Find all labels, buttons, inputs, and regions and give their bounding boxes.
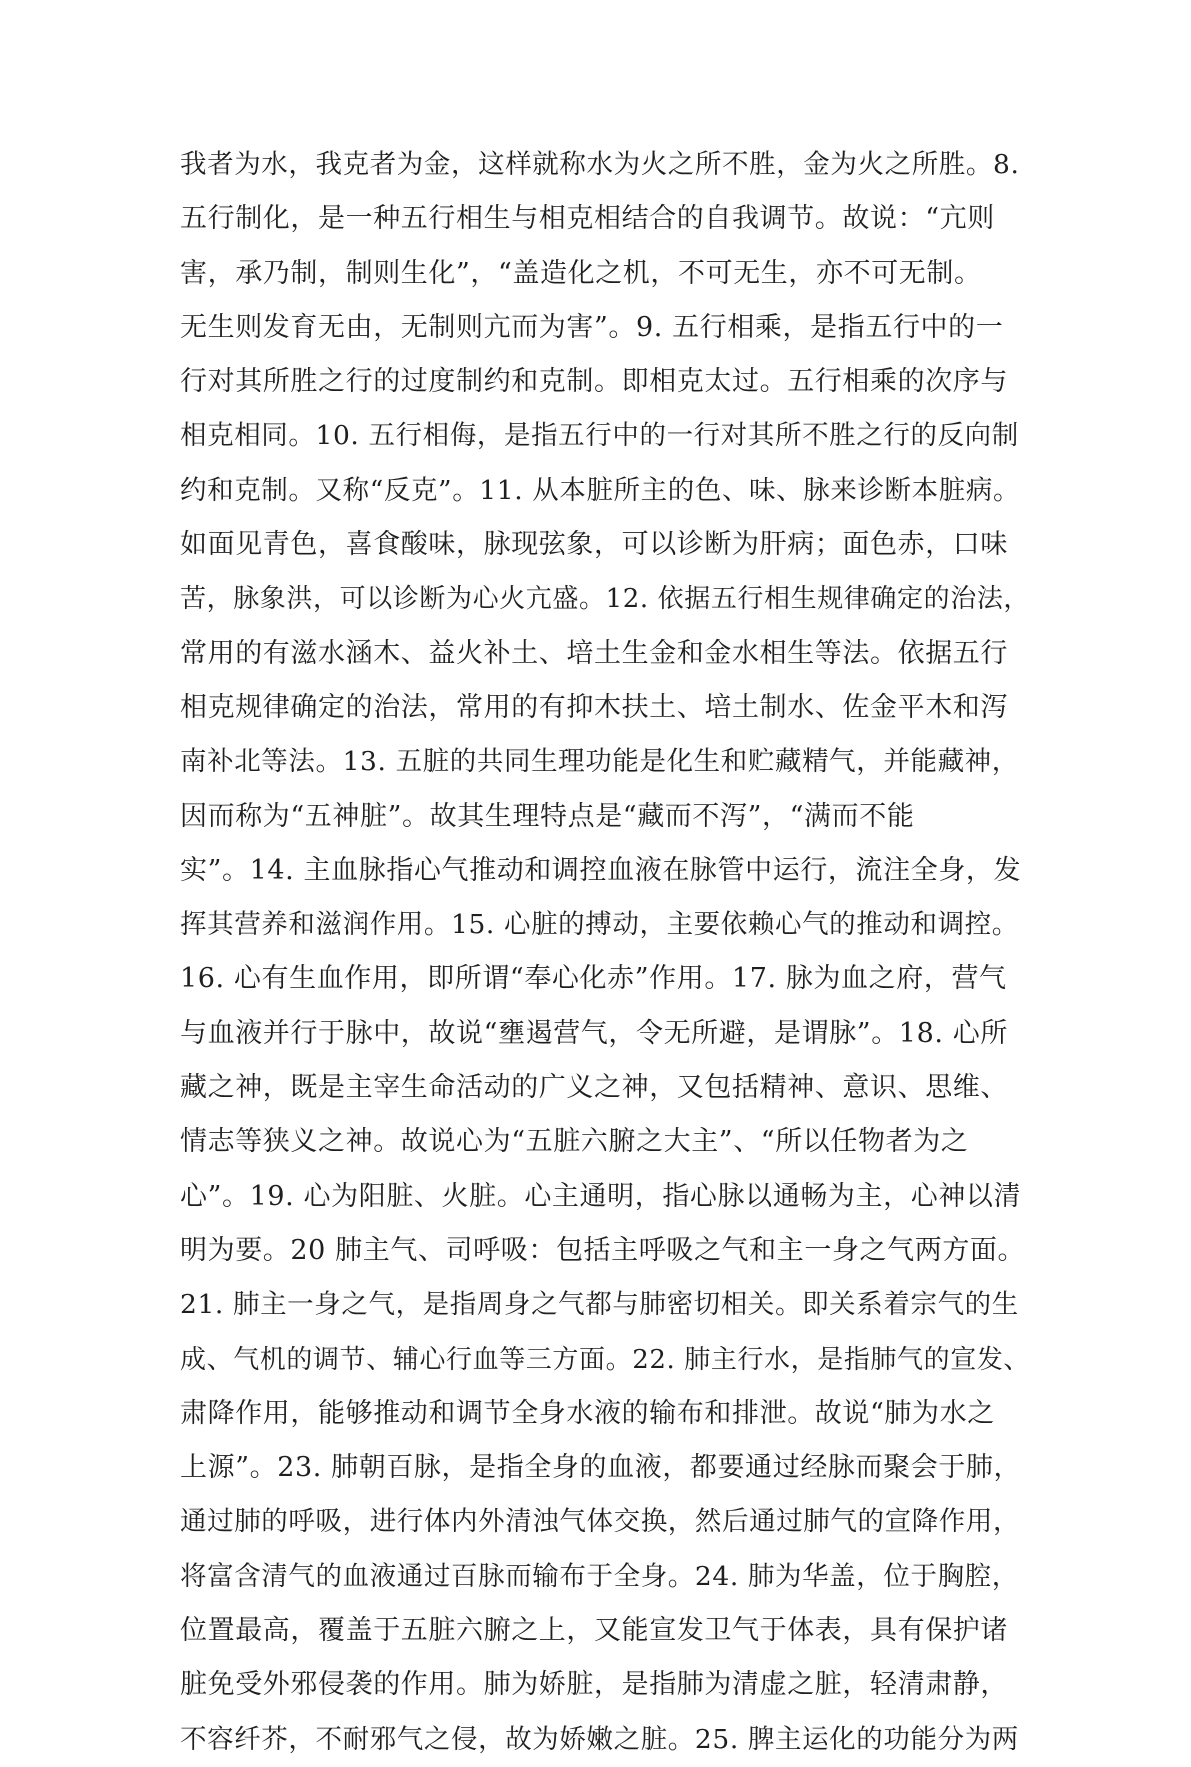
text-line: 不容纤芥，不耐邪气之侵，故为娇嫩之脏。25. 脾主运化的功能分为两 — [180, 1723, 1019, 1755]
text-line: 明为要。20 肺主气、司呼吸：包括主呼吸之气和主一身之气两方面。 — [180, 1234, 1026, 1266]
text-line: 因而称为“五神脏”。故其生理特点是“藏而不泻”，“满而不能 — [180, 800, 915, 832]
text-line: 肃降作用，能够推动和调节全身水液的输布和排泄。故说“肺为水之 — [180, 1397, 995, 1429]
text-line: 16. 心有生血作用，即所谓“奉心化赤”作用。17. 脉为血之府，营气 — [180, 963, 1007, 995]
text-line: 常用的有滋水涵木、益火补土、培土生金和金水相生等法。依据五行 — [180, 637, 1008, 669]
text-line: 我者为水，我克者为金，这样就称水为火之所不胜，金为火之所胜。8. — [180, 149, 1020, 180]
text-line: 相克相同。10. 五行相侮，是指五行中的一行对其所不胜之行的反向制 — [180, 420, 1019, 452]
text-line: 挥其营养和滋润作用。15. 心脏的搏动，主要依赖心气的推动和调控。 — [180, 909, 1019, 941]
text-line: 通过肺的呼吸，进行体内外清浊气体交换，然后通过肺气的宣降作用， — [180, 1506, 1021, 1538]
text-line: 实”。14. 主血脉指心气推动和调控血液在脉管中运行，流注全身，发 — [180, 854, 1022, 886]
text-line: 南补北等法。13. 五脏的共同生理功能是化生和贮藏精气，并能藏神， — [180, 746, 1019, 778]
text-line: 情志等狭义之神。故说心为“五脏六腑之大主”、“所以任物者为之 — [180, 1126, 969, 1158]
text-line: 上源”。23. 肺朝百脉，是指全身的血液，都要通过经脉而聚会于肺， — [180, 1452, 1022, 1484]
text-line: 相克规律确定的治法，常用的有抑木扶土、培土制水、佐金平木和泻 — [180, 691, 1008, 723]
text-line: 无生则发育无由，无制则亢而为害”。9. 五行相乘，是指五行中的一 — [180, 311, 1004, 343]
text-line: 如面见青色，喜食酸味，脉现弦象，可以诊断为肝病；面色赤，口味 — [180, 529, 1008, 561]
text-line: 成、气机的调节、辅心行血等三方面。22. 肺主行水，是指肺气的宣发、 — [180, 1344, 1031, 1375]
text-line: 五行制化，是一种五行相生与相克相结合的自我调节。故说：“亢则 — [180, 203, 995, 235]
text-line: 行对其所胜之行的过度制约和克制。即相克太过。五行相乘的次序与 — [180, 366, 1008, 398]
body-text — [180, 138, 1030, 1767]
text-line: 脏免受外邪侵袭的作用。肺为娇脏，是指肺为清虚之脏，轻清肃静， — [180, 1669, 1008, 1701]
text-line: 将富含清气的血液通过百脉而输布于全身。24. 肺为华盖，位于胸腔， — [180, 1560, 1019, 1592]
text-line: 约和克制。又称“反克”。11. 从本脏所主的色、味、脉来诊断本脏病。 — [180, 474, 1021, 506]
text-line: 苦，脉象洪，可以诊断为心火亢盛。12. 依据五行相生规律确定的治法， — [180, 584, 1031, 615]
text-line: 心”。19. 心为阳脏、火脏。心主通明，指心脉以通畅为主，心神以清 — [180, 1180, 1022, 1212]
text-line: 与血液并行于脉中，故说“壅遏营气，令无所避，是谓脉”。18. 心所 — [180, 1017, 1008, 1049]
text-line: 害，承乃制，制则生化”，“盖造化之机，不可无生，亦不可无制。 — [180, 257, 982, 289]
text-line: 位置最高，覆盖于五脏六腑之上，又能宣发卫气于体表，具有保护诸 — [180, 1615, 1008, 1647]
text-line: 藏之神，既是主宰生命活动的广义之神，又包括精神、意识、思维、 — [180, 1072, 1008, 1104]
text-line: 21. 肺主一身之气，是指周身之气都与肺密切相关。即关系着宗气的生 — [180, 1289, 1019, 1321]
